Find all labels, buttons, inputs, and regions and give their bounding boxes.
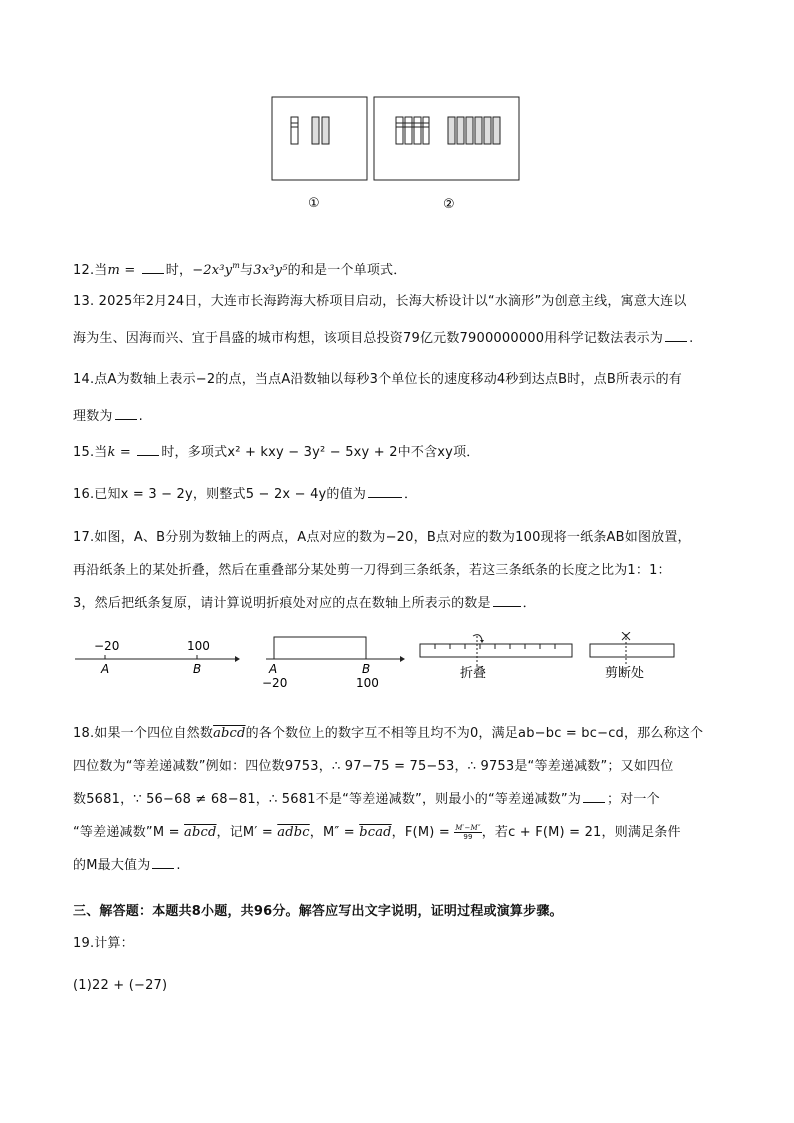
fraction: $\frac{M'-M''}{99}$ bbox=[455, 824, 481, 841]
question-18: 18.如果一个四位自然数abcd的各个数位上的数字互不相等且均不为0，满足ab−bc = bc−cd，那么称这个 四位数为“等差递减数”例如：四位数9753，∴ 97−75 = 75−53，∴ 9753是“等差递减数”；又如四位 数5681，∵ 56−68 ≠ 68−81，∴ 5681不是“等差递减数”，则最小的“等差递减数”为 ；对一个 “等差递减数”M = abcd，记M′ = adbc，M″ = bcad，F(M) = $\frac{M'-M''}{99}$ ，若c + F(M) = 21，则满足条件 的M最大值为 . bbox=[73, 726, 704, 873]
axis1-n1: −20 bbox=[94, 639, 120, 653]
question-19-part1: (1)22 + (−27) bbox=[73, 978, 168, 993]
section-3-heading: 三、解答题：本题共8小题，共96分。解答应写出文字说明，证明过程或演算步骤。 bbox=[73, 904, 563, 919]
cut-label: 剪断处 bbox=[605, 666, 645, 681]
question-16: 16.已知x = 3 − 2y，则整式5 − 2x − 4y的值为 ． bbox=[73, 487, 418, 502]
axis1-a: A bbox=[101, 662, 110, 676]
fig-label-2: ② bbox=[443, 197, 455, 212]
answer-blank[interactable] bbox=[152, 856, 174, 869]
axis2-n2: 100 bbox=[356, 676, 379, 690]
axis1-n2: 100 bbox=[187, 639, 210, 653]
question-15: 15.当k = 时，多项式x² + kxy − 3y² − 5xy + 2中不含xy项． bbox=[73, 445, 480, 460]
question-17: 17.如图，A、B分别为数轴上的两点，A点对应的数为−20，B点对应的数为100现将一纸条AB如图放置， 再沿纸条上的某处折叠，然后在重叠部分某处剪一刀得到三条纸条，若这三条纸条的长度之比为1：1： 3，然后把纸条复原，请计算说明折痕处对应的点在数轴上所表示的数是 ． bbox=[73, 530, 691, 611]
question-14: 14.点A为数轴上表示−2的点，当点A沿数轴以每秒3个单位长的速度移动4秒到达点B时，点B所表示的有 理数为 . bbox=[73, 372, 683, 424]
question-12: 12.当m = 时，$-2x^3y^m$与3x³y⁵的和是一个单项式． bbox=[73, 261, 407, 278]
answer-blank[interactable] bbox=[115, 407, 137, 420]
fold-label: 折叠 bbox=[460, 666, 487, 681]
axis1-b: B bbox=[193, 662, 202, 676]
axis2-a: A bbox=[269, 662, 278, 676]
q11-figure bbox=[260, 90, 530, 220]
answer-blank[interactable] bbox=[665, 329, 687, 342]
answer-blank[interactable] bbox=[583, 790, 605, 803]
question-13: 13. 2025年2月24日，大连市长海跨海大桥项目启动，长海大桥设计以“水滴形”为创意主线，寓意大连以 海为生、因海而兴、宜于昌盛的城市构想，该项目总投资79亿元数7900000000用科学记数法表示为 . bbox=[73, 294, 694, 346]
answer-blank[interactable] bbox=[137, 443, 159, 456]
question-19: 19.计算： bbox=[73, 936, 134, 951]
answer-blank[interactable] bbox=[368, 485, 402, 498]
answer-blank[interactable] bbox=[493, 594, 521, 607]
fig-label-1: ① bbox=[308, 196, 320, 211]
axis2-n1: −20 bbox=[262, 676, 288, 690]
q17-figure bbox=[70, 632, 680, 694]
answer-blank[interactable] bbox=[142, 261, 164, 274]
axis2-b: B bbox=[362, 662, 371, 676]
